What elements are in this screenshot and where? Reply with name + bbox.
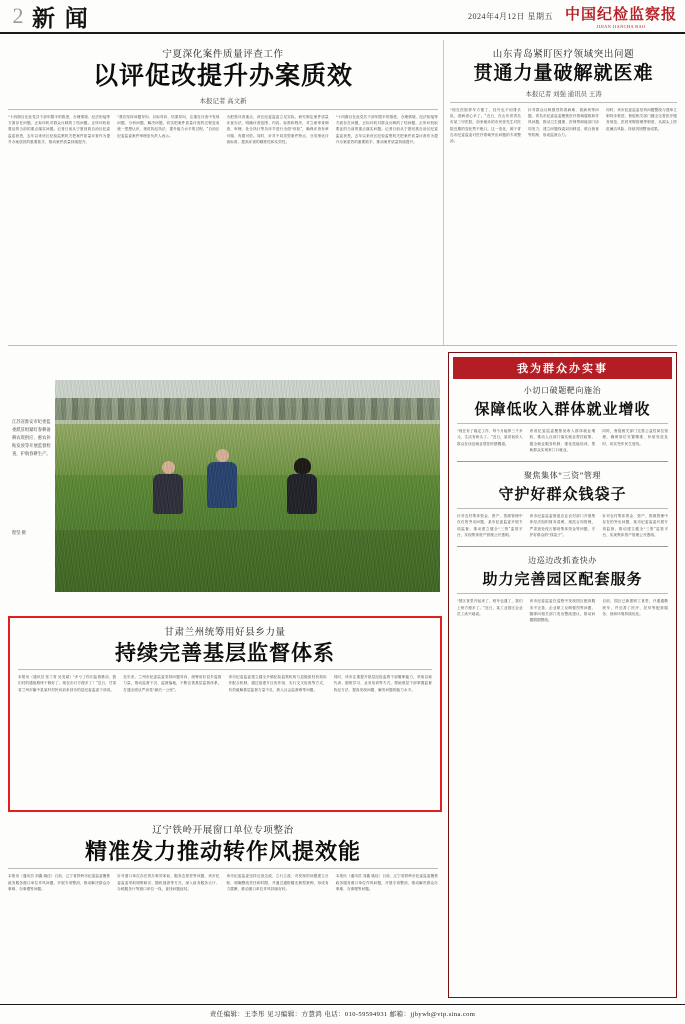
divider <box>457 423 668 424</box>
article-lanzhou <box>18 624 432 693</box>
column <box>336 114 438 145</box>
rail-section-employment <box>453 385 672 453</box>
article-byline: 本报记者 刘强 通讯员 王涛 <box>525 90 602 98</box>
column <box>227 873 329 892</box>
column-divider <box>443 40 444 345</box>
column <box>530 428 596 453</box>
body-paragraph: “现在有了稳定工作，每个月能挣三千多元，生活有盼头了。”近日，某省低收入群众在谈及就业帮扶时感慨道。 <box>457 429 523 446</box>
body-paragraph: “我们坚持问题导向、目标导向、结果导向，注重在评查中发现问题、分析问题、解决问题，切实把案件质量评查的过程变成统一思想认识、规范执纪执法、提升能力水平的过程。”自治区纪委监委案件审理室负责人表示。 <box>117 114 220 138</box>
body-paragraph: “园区食堂开起来了，班车也通了，我们上班方便多了。”近日，某工业园区企业员工高兴地说。 <box>457 599 523 616</box>
column <box>457 513 523 538</box>
body-paragraph: 该市纪委监委在巡察中发现园区配套服务不完善、企业职工反映强烈等问题，随即向相关部门发出整改建议，推动问题限期整改。 <box>529 599 596 623</box>
column <box>117 873 219 892</box>
rail-section-park <box>453 555 672 623</box>
person-body <box>287 474 317 514</box>
article-shoulder: 山东青岛紧盯医疗领域突出问题 <box>492 50 635 60</box>
column <box>602 598 668 623</box>
divider <box>457 461 668 462</box>
column <box>117 114 219 145</box>
body-paragraph: 该市纪委监委建立健全乡镇纪检监察机构与县级派驻机构协作配合机制，通过组建片区协作组、实行交叉检查等方式，有效破解基层监督力量不足、熟人社会监督难等问题。 <box>228 675 327 692</box>
person-head <box>216 449 229 462</box>
article-columns <box>450 107 677 145</box>
body-paragraph: 同时，该市注重提升基层纪检监察干部履职能力，采取以案代训、跟班学习、业务培训等方式，帮助基层干部掌握监督执纪方法，提高发现问题、解决问题的能力水平。 <box>333 675 432 692</box>
column <box>450 107 521 145</box>
person-body <box>207 462 237 508</box>
article-headline: 精准发力推动转作风提效能 <box>84 839 361 864</box>
article-shoulder: 辽宁铁岭开展窗口单位专项整治 <box>152 826 294 836</box>
article-headline: 以评促改提升办案质效 <box>92 63 353 90</box>
article-columns <box>8 873 438 892</box>
photo-person <box>207 449 237 508</box>
person-body <box>153 474 183 514</box>
column <box>602 513 668 538</box>
body-paragraph: 该市纪委监委坚持边查边改、立行立改，对发现的问题建立台账，明确整改责任和时限，并通过通报曝光典型案例，形成有力震慑，推动窗口单位作风持续好转。 <box>226 874 329 891</box>
rail-shoulder: 聚焦集体“三资”管理 <box>523 471 602 481</box>
body-paragraph: 本报讯（通讯员 刘鑫 姚佳）日前，辽宁省铁岭市纪委监委聚焦政务服务窗口单位作风问题，开展专项整治，推动解决群众办事难、办事慢等问题。 <box>335 874 438 891</box>
column <box>457 428 523 453</box>
rail-columns <box>457 598 668 623</box>
body-paragraph: 本报讯（通讯员 刘鑫 姚佳）日前，辽宁省铁岭市纪委监委聚焦政务服务窗口单位作风问题，开展专项整治，推动解决群众办事难、办事慢等问题。 <box>8 874 111 891</box>
divider <box>8 109 438 110</box>
divider <box>450 102 677 103</box>
page-footer: 责任编辑：王李彤 见习编辑：方慧鸿 电话：010-59594931 邮箱：jjbywb@vip.sina.com <box>0 1004 685 1024</box>
column <box>528 107 599 145</box>
column <box>606 107 677 145</box>
column <box>457 598 523 623</box>
column <box>18 674 116 693</box>
page-number: 2 <box>12 3 24 28</box>
body-paragraph: 同时，该市纪委监委坚持问题整改与建章立制同步推进，督促相关部门健全完善医疗服务规范、医药采购管理等制度，从源头上防范廉洁风险，持续巩固整治成果。 <box>606 107 677 131</box>
body-paragraph: “十四图目在此党共干部年限半的推度，办理情境、纪法衔接等方面存在问题，正标环机对群众反映的了结问题。正所环机取要证的当前的重点落实问题。记者日前从宁夏回族自治区纪委监委获悉，去年以来该区纪检监察机关把案件质量评查作为提升办案质效的重要抓手，推动案件质量持续提升。 <box>8 114 111 144</box>
divider <box>8 868 438 869</box>
masthead <box>0 0 685 34</box>
body-paragraph: 该省纪委监委聚焦低收入群体就业增收，推动人社部门落实就业帮扶政策，健全就业服务机制，强化技能培训，帮助群众实现家门口就业。 <box>529 429 596 452</box>
article-byline: 本报记者 高文新 <box>199 97 247 105</box>
logo-subtext: JIJIAN JIANCHA BAO <box>596 24 646 29</box>
logo-text: 中国纪检监察报 <box>564 7 677 23</box>
column <box>8 873 110 892</box>
column <box>8 114 110 145</box>
photo-credit: 程坚 摄 <box>12 530 26 535</box>
article-headline: 贯通力量破解就医难 <box>473 63 654 84</box>
body-paragraph: 同时，督促相关部门完善公益性岗位管理，确保岗位安置精准、补贴发放及时，切实兜牢民生底线。 <box>602 429 669 446</box>
divider <box>457 508 668 509</box>
article-shoulder: 宁夏深化案件质量评查工作 <box>162 50 284 60</box>
rail-banner: 我为群众办实事 <box>453 357 672 379</box>
body-paragraph: 本报讯（通讯员 张丁青 吴发斌）“多亏了你们监督推动，我们村的通组路终于修好了，现在出行方便多了！”近日，甘肃省兰州市榆中县某村村民向前来回访的县纪委监委干部说。 <box>18 675 117 692</box>
column <box>602 428 668 453</box>
rail-shoulder: 边巡边改抓查快办 <box>528 556 597 566</box>
body-paragraph: “十四图目在此党共干部年限半的推度，办理情境、纪法衔接等方面存在问题，正标环机对群众反映的了结问题。正所环机取要证的当前的重点落实问题。记者日前从宁夏回族自治区纪委监委获悉，去年以来该区纪检监察机关把案件质量评查作为提升办案质效的重要抓手，推动案件质量持续提升。 <box>335 114 438 144</box>
person-head <box>162 461 175 474</box>
column <box>123 674 221 693</box>
divider <box>18 669 432 670</box>
body-paragraph: 目前，园区已新建职工食堂、开通通勤班车，并完善了医疗、托幼等配套服务，营商环境持续优化。 <box>602 599 669 616</box>
article-headline: 持续完善基层监督体系 <box>115 641 335 665</box>
body-paragraph: 为把准评查重点，该区纪委监委立足实际，研究制定案件质量评查办法，明确评查范围、内容、标准和程序，对立案审查调查、审理、处分执行等各环节进行全面“体检”，确保评查有章可循、有据可依。同时，针对不同类型案件特点，分类细化评查标准，提高评查的精准性和实效性。 <box>226 114 329 144</box>
body-paragraph: 针对农村集体资金、资产、资源管理中存在的突出问题，某市纪委监委开展专项监督，推动建立健全“三资”监管平台，实现集体资产管理公开透明。 <box>457 514 523 537</box>
newspaper-logo <box>565 3 677 29</box>
rail-headline: 助力完善园区配套服务 <box>482 572 643 589</box>
column <box>229 674 327 693</box>
article-ningxia <box>8 46 438 145</box>
column <box>530 598 596 623</box>
rail-shoulder: 小切口破题靶向施治 <box>523 386 602 395</box>
photo-person <box>287 461 317 514</box>
photo-caption: 江苏省淮安市纪委监委派驻组紧盯春耕备耕农资供应、惠农补贴发放等开展监督检查，护航春耕生产。 <box>12 419 51 456</box>
column <box>227 114 329 145</box>
column <box>334 674 432 693</box>
column <box>530 513 596 538</box>
article-columns <box>8 114 438 145</box>
body-paragraph: 近年来，兰州市纪委监委坚持问题导向，统筹用好县乡监督力量，推动监督下沉、监督落地，不断完善基层监督体系，打通全面从严治党“最后一公里”。 <box>123 675 222 692</box>
rail-headline: 守护好群众钱袋子 <box>498 487 627 504</box>
rail-headline: 保障低收入群体就业增收 <box>474 402 651 418</box>
body-paragraph: 该市纪委监委督促农业农村部门开展集体经济组织财务清理，规范合同管理，严肃查处侵占挪用集体资金等问题，守护好群众的“钱袋子”。 <box>529 514 596 537</box>
section-divider <box>8 345 677 346</box>
rail-section-assets <box>453 470 672 538</box>
section-name: 新 闻 <box>32 5 90 31</box>
body-paragraph: 针对农村集体资金、资产、资源管理中存在的突出问题，某市纪委监委开展专项监督，推动建立健全“三资”监管平台，实现集体资产管理公开透明。 <box>602 514 669 537</box>
publication-date: 2024年4月12日 星期五 <box>467 11 553 21</box>
divider <box>457 546 668 547</box>
body-paragraph: 针对群众反映强烈的看病难、看病贵等问题，青岛市纪委监委聚焦医疗领域腐败和作风问题，推动卫生健康、医保等职能部门协同发力，建立问题线索双向移送、联合督查等机制，形成监督合力。 <box>528 107 599 137</box>
body-paragraph: “现在医院停车方便了，挂号也不用排长队，看病省心多了。”近日，在山东省青岛市某三甲医院，前来就诊的市民张先生对医院近期的变化赞不绝口。这一变化，源于青岛市纪委监委对医疗领域突出问题的专项整治。 <box>450 107 521 144</box>
person-hair <box>294 458 311 474</box>
column <box>336 873 438 892</box>
photo-image <box>55 380 440 592</box>
article-shoulder: 甘肃兰州统筹用好县乡力量 <box>164 628 286 638</box>
divider <box>457 593 668 594</box>
rail-columns <box>457 428 668 453</box>
article-qingdao <box>450 46 677 145</box>
news-photo <box>55 380 440 592</box>
article-tieling <box>8 822 438 892</box>
rail-columns <box>457 513 668 538</box>
feature-rail <box>448 352 677 998</box>
treeline <box>55 398 440 420</box>
body-paragraph: 针对窗口单位存在的办事效率低、服务态度差等问题，该市纪委监委采取明察暗访、随机抽查等方式，深入政务服务大厅、办税服务厅等窗口单位一线，查找问题症结。 <box>117 874 220 891</box>
photo-person <box>153 461 183 514</box>
person-head <box>296 461 309 474</box>
article-columns <box>18 674 432 693</box>
